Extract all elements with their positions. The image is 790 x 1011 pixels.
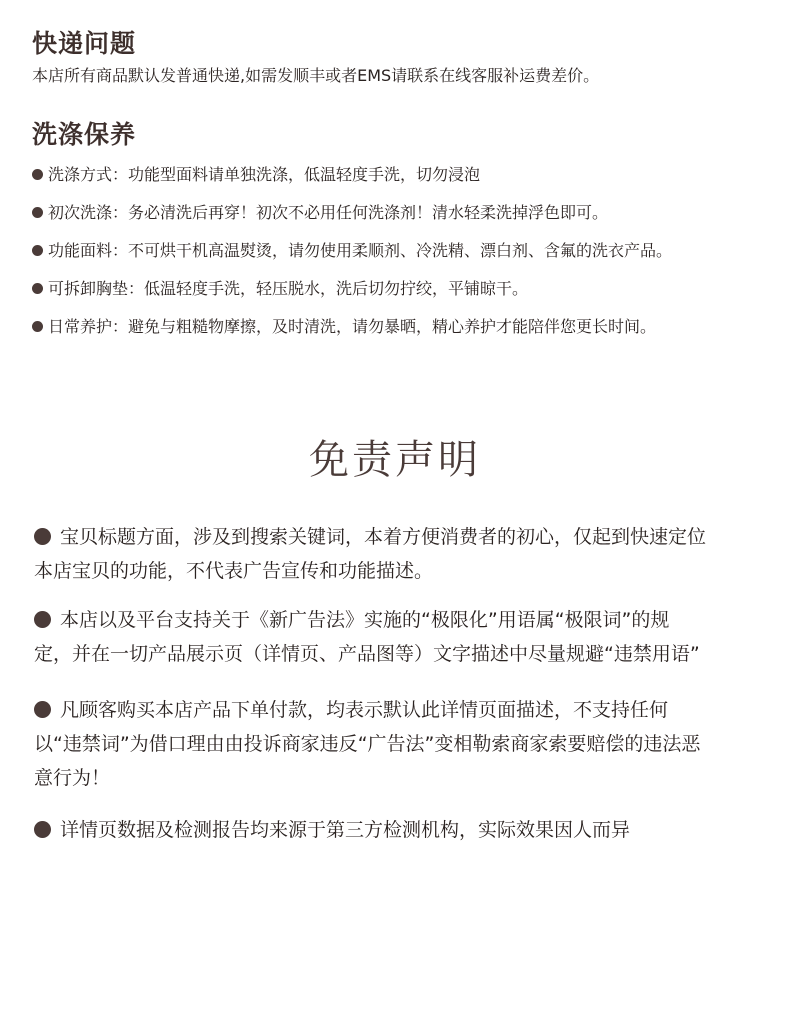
bullet-icon — [32, 283, 43, 294]
disclaimer-line — [34, 693, 770, 727]
disclaimer-item — [34, 603, 770, 671]
care-item-text: 洗涤方式：功能型面料请单独洗涤，低温轻度手洗，切勿浸泡 — [48, 165, 481, 184]
disclaimer-item — [34, 813, 770, 847]
bullet-icon — [34, 528, 51, 545]
disclaimer-line-text: 以“违禁词”为借口理由由投诉商家违反“广告法”变相勒索商家索要赔偿的违法恶 — [34, 733, 701, 755]
shipping-text: 本店所有商品默认发普通快递,如需发顺丰或者EMS请联系在线客服补运费差价。 — [32, 66, 600, 85]
bullet-icon — [32, 169, 43, 180]
care-heading: 洗涤保养 — [32, 120, 137, 149]
shipping-heading: 快递问题 — [32, 29, 137, 58]
disclaimer-item — [34, 693, 770, 795]
bullet-icon — [32, 207, 43, 218]
care-item — [32, 314, 656, 337]
care-item — [32, 200, 608, 223]
disclaimer-line-text: 凡顾客购买本店产品下单付款，均表示默认此详情页面描述，不支持任何 — [60, 699, 669, 721]
care-item-text: 可拆卸胸垫：低温轻度手洗，轻压脱水，洗后切勿拧绞，平铺晾干。 — [48, 279, 529, 298]
care-item — [32, 276, 528, 299]
disclaimer-line-text: 详情页数据及检测报告均来源于第三方检测机构，实际效果因人而异 — [60, 819, 631, 841]
disclaimer-line — [34, 520, 770, 554]
care-item-text: 功能面料：不可烘干机高温熨烫，请勿使用柔顺剂、冷洗精、漂白剂、含氟的洗衣产品。 — [48, 241, 673, 260]
disclaimer-heading: 免责声明 — [309, 437, 481, 483]
bullet-icon — [34, 611, 51, 628]
disclaimer-item — [34, 520, 770, 588]
care-item — [32, 238, 672, 261]
disclaimer-line-text: 本店宝贝的功能，不代表广告宣传和功能描述。 — [34, 560, 434, 582]
care-item — [32, 162, 480, 185]
disclaimer-line-text: 本店以及平台支持关于《新广告法》实施的“极限化”用语属“极限词”的规 — [60, 609, 670, 631]
disclaimer-line — [34, 603, 770, 637]
disclaimer-line-text: 宝贝标题方面，涉及到搜索关键词，本着方便消费者的初心，仅起到快速定位 — [60, 526, 707, 548]
care-item-text: 日常养护：避免与粗糙物摩擦，及时清洗，请勿暴晒，精心养护才能陪伴您更长时间。 — [48, 317, 657, 336]
care-item-text: 初次洗涤：务必清洗后再穿！初次不必用任何洗涤剂！清水轻柔洗掉浮色即可。 — [48, 203, 609, 222]
disclaimer-line-text: 定，并在一切产品展示页（详情页、产品图等）文字描述中尽量规避“违禁用语” — [34, 643, 700, 665]
bullet-icon — [34, 821, 51, 838]
bullet-icon — [34, 701, 51, 718]
bullet-icon — [32, 321, 43, 332]
disclaimer-line-text: 意行为！ — [34, 767, 111, 789]
disclaimer-line — [34, 813, 770, 847]
bullet-icon — [32, 245, 43, 256]
